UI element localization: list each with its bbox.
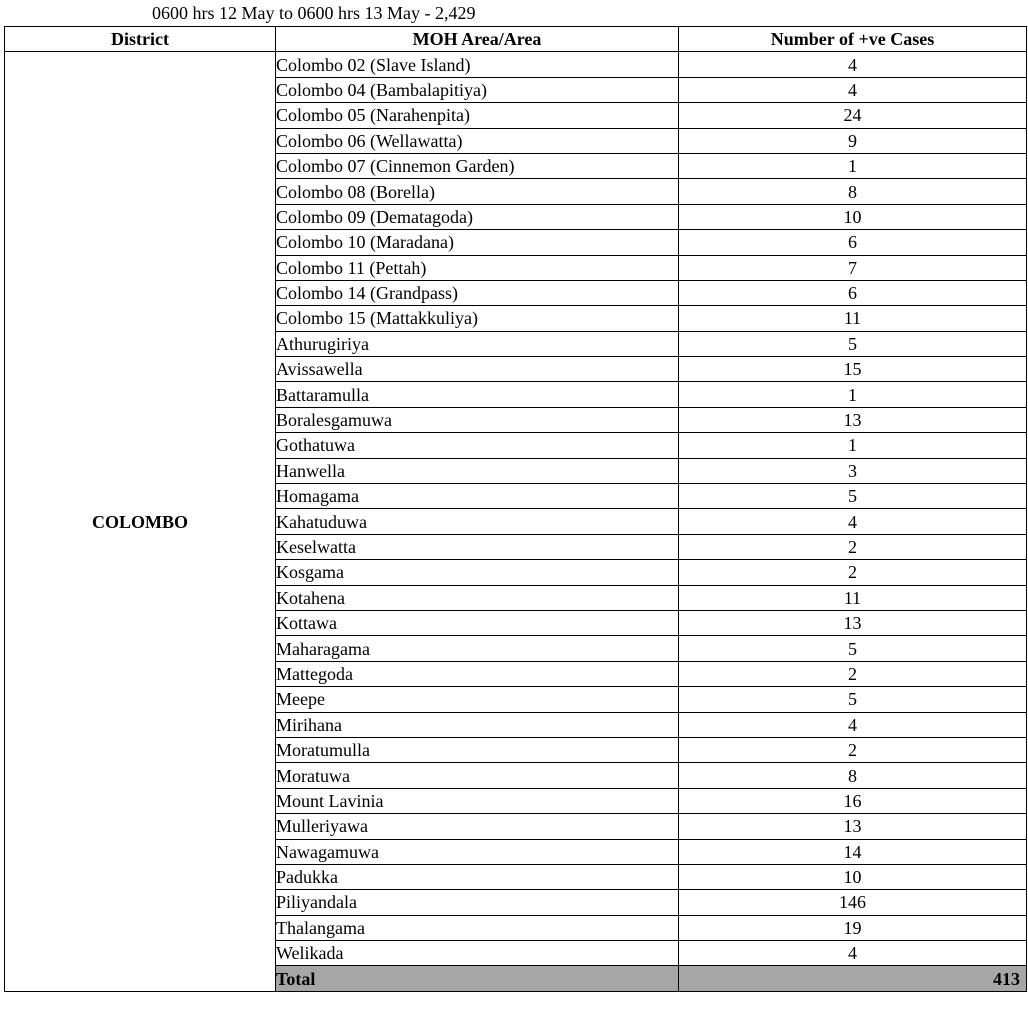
moh-area-cell: Avissawella xyxy=(276,357,679,382)
district-cell: COLOMBO xyxy=(5,52,276,991)
case-count-cell: 6 xyxy=(679,230,1027,255)
moh-area-cell: Maharagama xyxy=(276,636,679,661)
case-count-cell: 9 xyxy=(679,128,1027,153)
case-count-cell: 8 xyxy=(679,179,1027,204)
case-count-cell: 2 xyxy=(679,560,1027,585)
table-body xyxy=(5,52,1027,991)
case-count-cell: 13 xyxy=(679,814,1027,839)
case-count-cell: 4 xyxy=(679,712,1027,737)
moh-area-cell: Battaramulla xyxy=(276,382,679,407)
header-cases: Number of +ve Cases xyxy=(679,27,1027,52)
moh-area-cell: Thalangama xyxy=(276,915,679,940)
moh-area-cell: Meepe xyxy=(276,687,679,712)
moh-area-cell: Boralesgamuwa xyxy=(276,407,679,432)
moh-area-cell: Mount Lavinia xyxy=(276,788,679,813)
case-count-cell: 2 xyxy=(679,661,1027,686)
header-district: District xyxy=(5,27,276,52)
report-caption: 0600 hrs 12 May to 0600 hrs 13 May - 2,429 xyxy=(152,3,476,23)
header-moh-area: MOH Area/Area xyxy=(276,27,679,52)
moh-area-cell: Padukka xyxy=(276,864,679,889)
case-count-cell: 10 xyxy=(679,204,1027,229)
case-count-cell: 7 xyxy=(679,255,1027,280)
case-count-cell: 1 xyxy=(679,382,1027,407)
moh-area-cell: Colombo 14 (Grandpass) xyxy=(276,280,679,305)
case-count-cell: 1 xyxy=(679,433,1027,458)
moh-area-cell: Colombo 06 (Wellawatta) xyxy=(276,128,679,153)
moh-area-cell: Colombo 15 (Mattakkuliya) xyxy=(276,306,679,331)
case-count-cell: 146 xyxy=(679,890,1027,915)
case-count-cell: 1 xyxy=(679,153,1027,178)
moh-area-cell: Colombo 11 (Pettah) xyxy=(276,255,679,280)
moh-area-cell: Keselwatta xyxy=(276,534,679,559)
case-count-cell: 6 xyxy=(679,280,1027,305)
moh-area-cell: Kosgama xyxy=(276,560,679,585)
moh-area-cell: Piliyandala xyxy=(276,890,679,915)
case-count-cell: 2 xyxy=(679,534,1027,559)
moh-area-cell: Mattegoda xyxy=(276,661,679,686)
moh-area-cell: Mirihana xyxy=(276,712,679,737)
total-value: 413 xyxy=(679,966,1027,991)
moh-area-cell: Moratumulla xyxy=(276,737,679,762)
case-count-cell: 24 xyxy=(679,103,1027,128)
moh-area-cell: Colombo 04 (Bambalapitiya) xyxy=(276,77,679,102)
moh-area-cell: Kahatuduwa xyxy=(276,509,679,534)
case-count-cell: 3 xyxy=(679,458,1027,483)
case-count-cell: 14 xyxy=(679,839,1027,864)
case-count-cell: 4 xyxy=(679,509,1027,534)
case-count-cell: 19 xyxy=(679,915,1027,940)
moh-area-cell: Hanwella xyxy=(276,458,679,483)
case-count-cell: 13 xyxy=(679,407,1027,432)
moh-area-cell: Kottawa xyxy=(276,610,679,635)
moh-area-cell: Nawagamuwa xyxy=(276,839,679,864)
case-count-cell: 10 xyxy=(679,864,1027,889)
cases-table xyxy=(4,26,1027,992)
moh-area-cell: Colombo 05 (Narahenpita) xyxy=(276,103,679,128)
case-count-cell: 11 xyxy=(679,306,1027,331)
table-row xyxy=(5,52,1027,77)
case-count-cell: 11 xyxy=(679,585,1027,610)
moh-area-cell: Colombo 08 (Borella) xyxy=(276,179,679,204)
case-count-cell: 4 xyxy=(679,77,1027,102)
moh-area-cell: Athurugiriya xyxy=(276,331,679,356)
moh-area-cell: Colombo 09 (Dematagoda) xyxy=(276,204,679,229)
moh-area-cell: Welikada xyxy=(276,941,679,966)
moh-area-cell: Mulleriyawa xyxy=(276,814,679,839)
moh-area-cell: Moratuwa xyxy=(276,763,679,788)
case-count-cell: 4 xyxy=(679,52,1027,77)
case-count-cell: 8 xyxy=(679,763,1027,788)
case-count-cell: 15 xyxy=(679,357,1027,382)
case-count-cell: 2 xyxy=(679,737,1027,762)
moh-area-cell: Kotahena xyxy=(276,585,679,610)
case-count-cell: 5 xyxy=(679,331,1027,356)
case-count-cell: 5 xyxy=(679,636,1027,661)
moh-area-cell: Homagama xyxy=(276,484,679,509)
case-count-cell: 13 xyxy=(679,610,1027,635)
moh-area-cell: Colombo 02 (Slave Island) xyxy=(276,52,679,77)
moh-area-cell: Gothatuwa xyxy=(276,433,679,458)
case-count-cell: 5 xyxy=(679,484,1027,509)
case-count-cell: 4 xyxy=(679,941,1027,966)
moh-area-cell: Colombo 07 (Cinnemon Garden) xyxy=(276,153,679,178)
case-count-cell: 16 xyxy=(679,788,1027,813)
table-header-row xyxy=(5,27,1027,52)
moh-area-cell: Colombo 10 (Maradana) xyxy=(276,230,679,255)
case-count-cell: 5 xyxy=(679,687,1027,712)
total-label: Total xyxy=(276,966,679,991)
